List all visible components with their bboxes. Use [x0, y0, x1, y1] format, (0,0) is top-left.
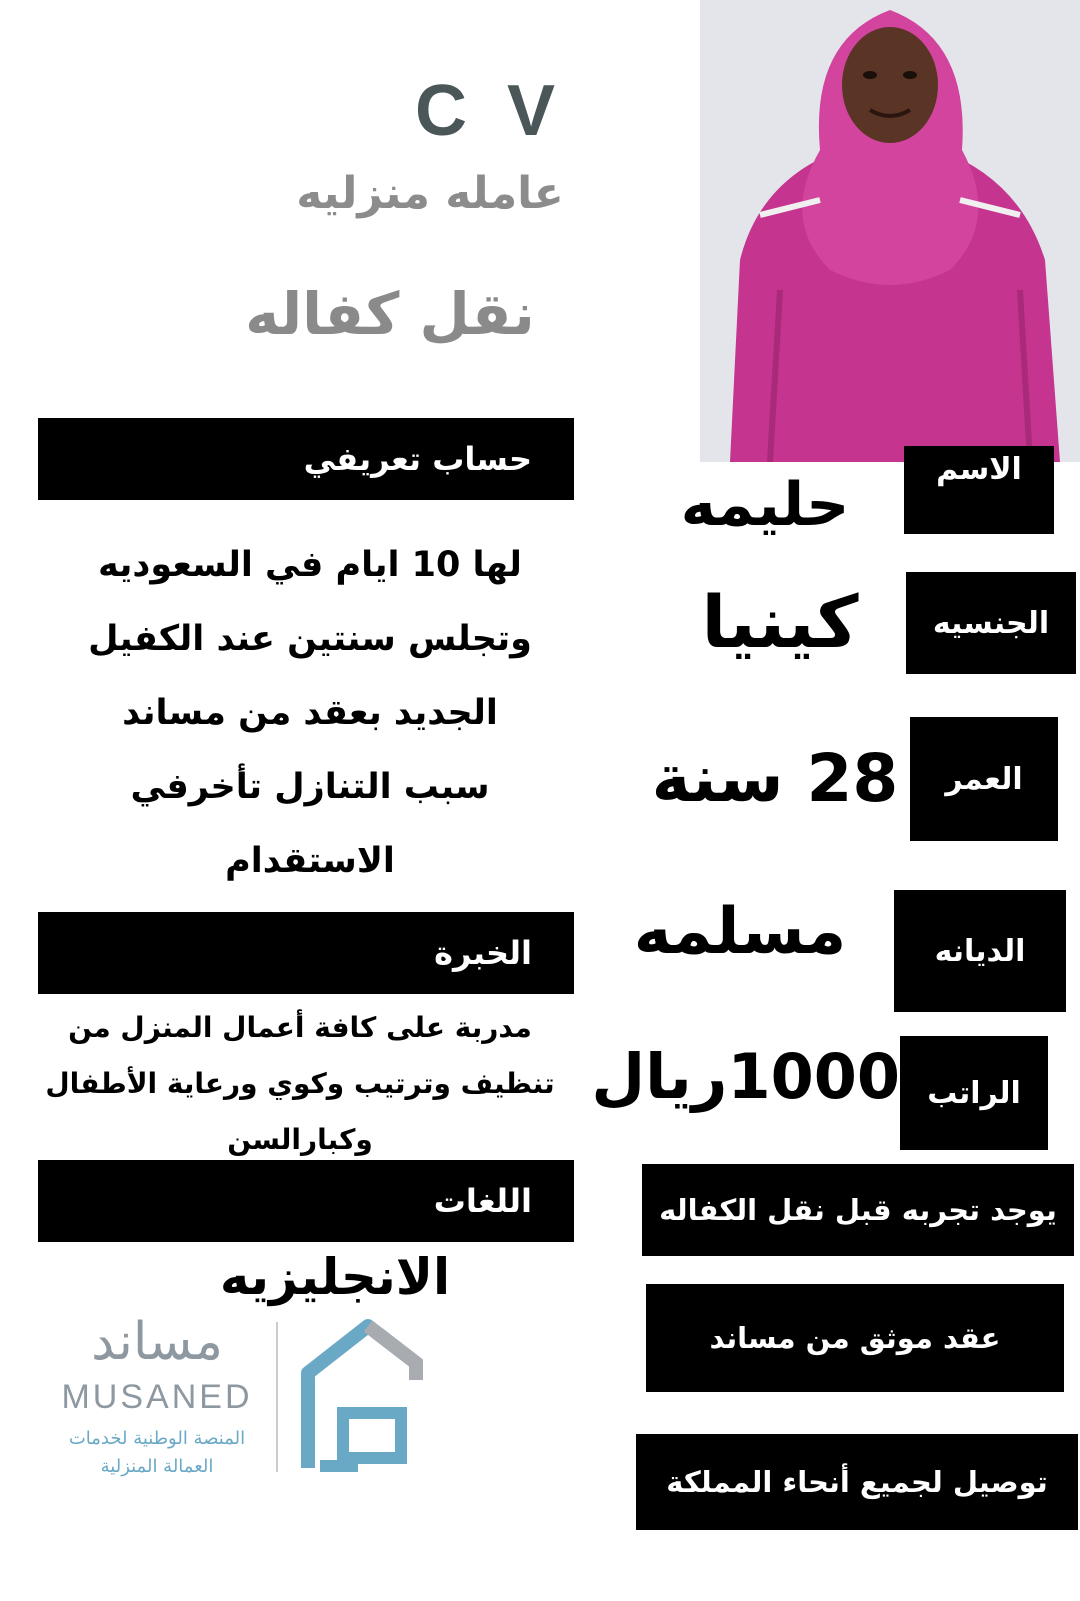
- experience-heading-bar: [38, 912, 574, 994]
- feature-contract: عقد موثق من مساند: [709, 1321, 1001, 1355]
- profile-heading: حساب تعريفي: [303, 440, 532, 478]
- logo-divider: [276, 1322, 278, 1472]
- feature-delivery-box: [636, 1434, 1078, 1530]
- salary-label-box: [900, 1036, 1048, 1150]
- worker-photo: [700, 0, 1080, 462]
- profile-line: الجديد بعقد من مساند: [122, 693, 498, 733]
- religion-label-box: [894, 890, 1066, 1012]
- experience-text: [0, 1000, 600, 1168]
- experience-line: وكبارالسن: [227, 1123, 373, 1156]
- age-label: العمر: [945, 761, 1023, 797]
- feature-trial: يوجد تجربه قبل نقل الكفاله: [659, 1193, 1057, 1227]
- name-value: حليمه: [680, 470, 850, 540]
- musaned-tagline-2: العمالة المنزلية: [100, 1456, 214, 1477]
- salary-label: الراتب: [927, 1075, 1021, 1111]
- profile-line: سبب التنازل تأخرفي: [130, 767, 490, 807]
- feature-contract-box: [646, 1284, 1064, 1392]
- age-value: 28 سنة: [651, 740, 899, 817]
- profile-text: [40, 528, 580, 898]
- name-label: الاسم: [936, 452, 1022, 487]
- nationality-value: كينيا: [701, 580, 859, 664]
- nationality-label: الجنسيه: [932, 605, 1050, 641]
- feature-delivery: توصيل لجميع أنحاء المملكة: [666, 1465, 1048, 1499]
- religion-label: الديانه: [934, 933, 1026, 969]
- profile-line: الاستقدام: [225, 841, 395, 881]
- salary-value: 1000ريال: [591, 1040, 900, 1113]
- profile-heading-bar: [38, 418, 574, 500]
- profile-line: لها 10 ايام في السعوديه: [98, 545, 522, 585]
- age-label-box: [910, 717, 1058, 841]
- musaned-logo-arabic: مساند: [91, 1312, 223, 1372]
- profile-line: وتجلس سنتين عند الكفيل: [88, 619, 532, 659]
- languages-value: الانجليزيه: [219, 1248, 451, 1306]
- musaned-tagline-1: المنصة الوطنية لخدمات: [68, 1428, 246, 1449]
- musaned-logo-english: MUSANED: [61, 1378, 253, 1416]
- experience-line: مدربة على كافة أعمال المنزل من: [68, 1011, 532, 1044]
- worker-illustration: [700, 0, 1080, 462]
- cv-title: C V: [414, 71, 566, 151]
- job-title: عامله منزليه: [296, 168, 564, 219]
- languages-heading-bar: [38, 1160, 574, 1242]
- musaned-house-icon: [298, 1318, 428, 1478]
- transfer-title: نقل كفاله: [245, 280, 535, 348]
- experience-heading: الخبرة: [434, 934, 532, 972]
- feature-trial-box: [642, 1164, 1074, 1256]
- name-label-box: [904, 446, 1054, 534]
- experience-line: تنظيف وترتيب وكوي ورعاية الأطفال: [45, 1067, 555, 1100]
- religion-value: مسلمه: [633, 895, 847, 969]
- nationality-label-box: [906, 572, 1076, 674]
- languages-heading: اللغات: [433, 1182, 532, 1220]
